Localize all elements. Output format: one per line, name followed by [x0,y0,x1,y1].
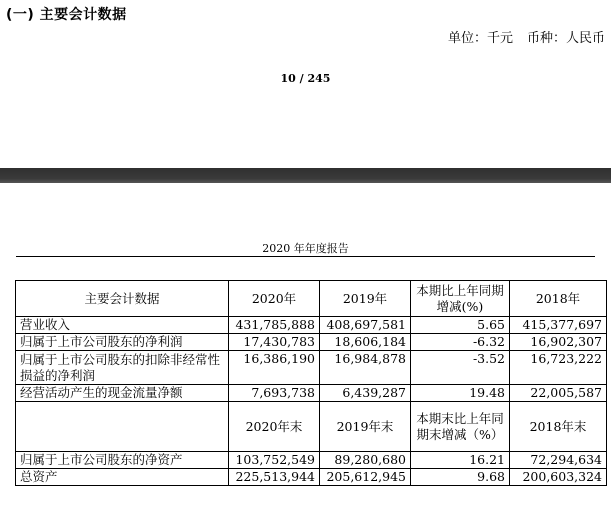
value-cell: 103,752,549 [229,452,320,469]
table-row [16,452,607,469]
table-header-row [16,281,607,317]
report-header: 2020 年年度报告 [262,242,349,255]
value-cell: 9.68 [411,469,510,486]
header-cell: 主要会计数据 [16,281,229,317]
value-cell: 16,984,878 [320,351,411,385]
value-cell: -3.52 [411,351,510,385]
page-number: 10 / 245 [280,72,331,85]
value-cell: 225,513,944 [229,469,320,486]
value-cell: 22,005,587 [510,385,607,402]
value-cell: 89,280,680 [320,452,411,469]
value-cell: 16,902,307 [510,334,607,351]
value-cell: 6,439,287 [320,385,411,402]
header-cell: 2019年 [320,281,411,317]
currency-label: 币种：人民币 [526,31,605,46]
header-cell-empty [16,402,229,452]
value-cell: 16.21 [411,452,510,469]
header-cell: 2019年末 [320,402,411,452]
value-cell: 16,386,190 [229,351,320,385]
header-cell: 2018年 [510,281,607,317]
unit-currency-line [448,27,605,46]
table-row [16,385,607,402]
table-row [16,351,607,385]
row-label: 经营活动产生的现金流量净额 [16,385,229,402]
header-cell: 本期比上年同期增减(%) [411,281,510,317]
value-cell: 431,785,888 [229,317,320,334]
value-cell: 205,612,945 [320,469,411,486]
value-cell: 415,377,697 [510,317,607,334]
header-cell: 2020年 [229,281,320,317]
header-cell: 2020年末 [229,402,320,452]
value-cell: 200,603,324 [510,469,607,486]
value-cell: 19.48 [411,385,510,402]
row-label: 营业收入 [16,317,229,334]
value-cell: 5.65 [411,317,510,334]
value-cell: 17,430,783 [229,334,320,351]
row-label: 归属于上市公司股东的净资产 [16,452,229,469]
section-title: (一) 主要会计数据 [6,7,127,23]
row-label: 归属于上市公司股东的扣除非经常性损益的净利润 [16,351,229,385]
value-cell: 72,294,634 [510,452,607,469]
header-cell: 本期末比上年同期末增减（%） [411,402,510,452]
value-cell: 16,723,222 [510,351,607,385]
value-cell: -6.32 [411,334,510,351]
header-cell: 2018年末 [510,402,607,452]
value-cell: 408,697,581 [320,317,411,334]
table-row [16,317,607,334]
value-cell: 7,693,738 [229,385,320,402]
table-header-row [16,402,607,452]
unit-label: 单位：千元 [447,31,513,46]
table-row [16,334,607,351]
accounting-data-table [15,280,607,486]
page-divider [0,168,611,183]
value-cell: 18,606,184 [320,334,411,351]
table-row [16,469,607,486]
row-label: 总资产 [16,469,229,486]
row-label: 归属于上市公司股东的净利润 [16,334,229,351]
header-rule [16,256,595,257]
